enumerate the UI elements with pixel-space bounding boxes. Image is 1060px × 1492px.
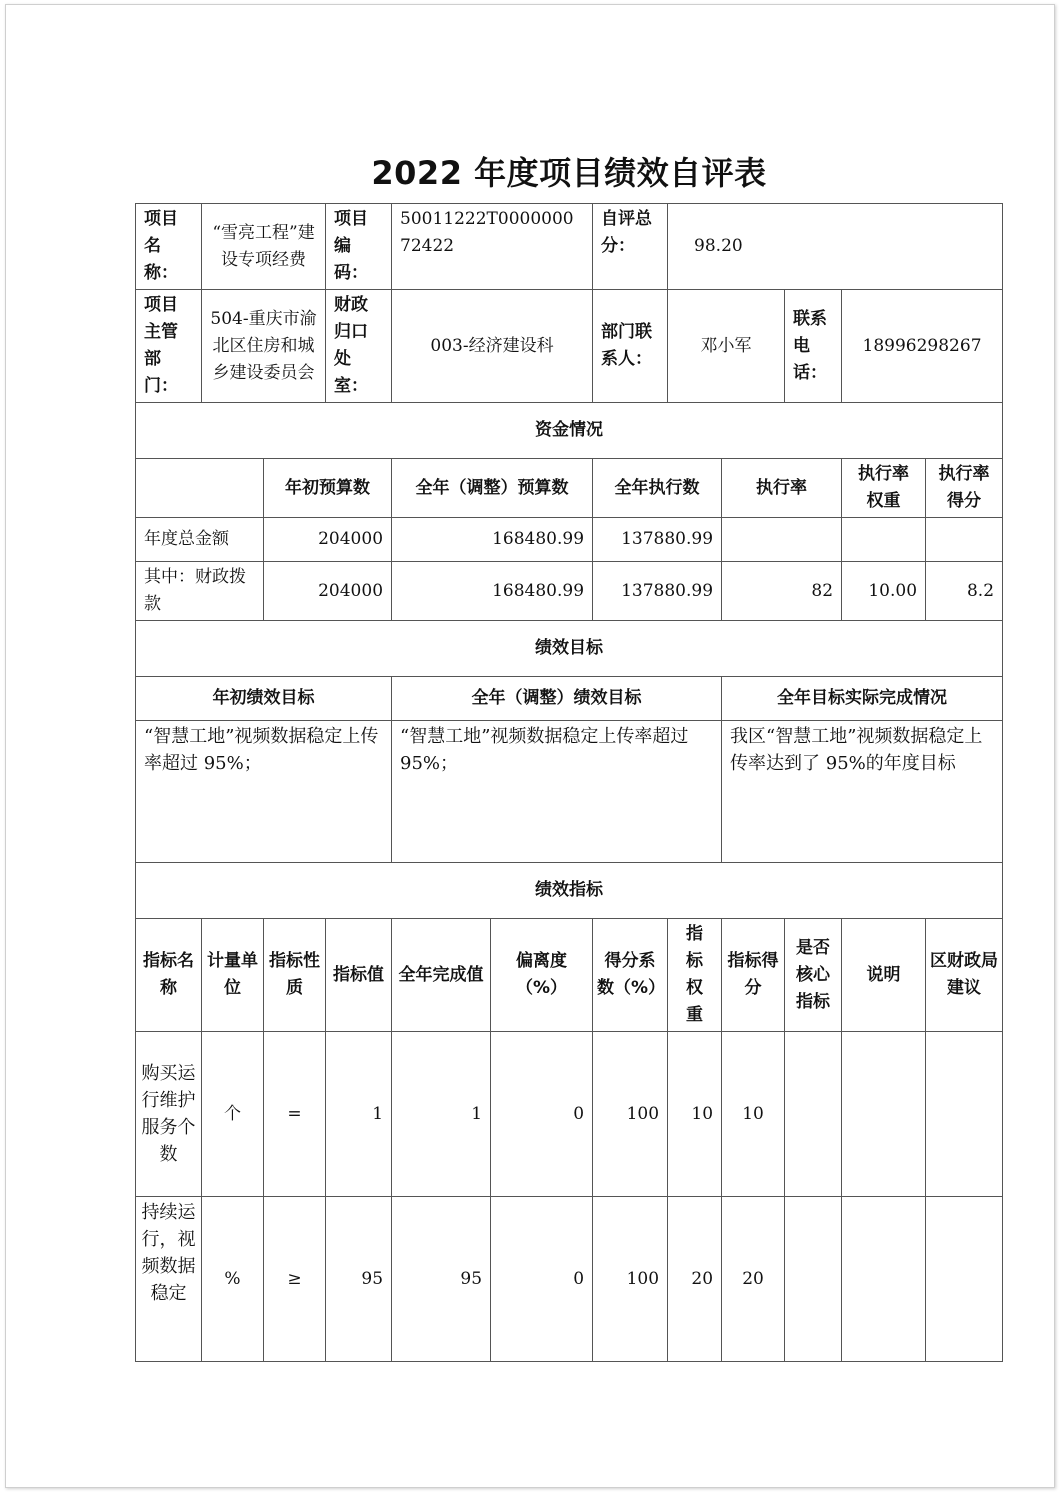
ind-cell-completed: 1 bbox=[392, 1032, 491, 1197]
contact-label: 部门联系人： bbox=[593, 290, 668, 403]
funding-cell-rate-weight bbox=[842, 518, 926, 562]
ind-cell-coefficient: 100 bbox=[593, 1032, 668, 1197]
evaluation-form-table bbox=[135, 203, 1003, 1362]
ind-cell-suggestion bbox=[926, 1032, 1003, 1197]
ind-col-score: 指标得分 bbox=[722, 919, 785, 1032]
ind-cell-weight: 10 bbox=[668, 1032, 722, 1197]
ind-col-weight: 指标权重 bbox=[668, 919, 722, 1032]
funding-cell-rate-score bbox=[926, 518, 1003, 562]
project-name-value: “雪亮工程”建设专项经费 bbox=[202, 204, 326, 290]
indicator-row bbox=[136, 1197, 1003, 1362]
funding-row bbox=[136, 562, 1003, 621]
goals-col-adjusted: 全年（调整）绩效目标 bbox=[392, 677, 722, 721]
ind-cell-value: 95 bbox=[326, 1197, 392, 1362]
ind-col-suggestion: 区财政局建议 bbox=[926, 919, 1003, 1032]
contact-value: 邓小军 bbox=[668, 290, 785, 403]
finance-office-value: 003-经济建设科 bbox=[392, 290, 593, 403]
ind-cell-coefficient: 100 bbox=[593, 1197, 668, 1362]
project-name-label: 项目名称： bbox=[136, 204, 202, 290]
indicators-header-row bbox=[136, 919, 1003, 1032]
self-score-label: 自评总分： bbox=[593, 204, 668, 290]
ind-cell-nature: = bbox=[264, 1032, 326, 1197]
goals-col-initial: 年初绩效目标 bbox=[136, 677, 392, 721]
ind-cell-core bbox=[785, 1197, 842, 1362]
header-row-2 bbox=[136, 290, 1003, 403]
funding-cell-rate: 82 bbox=[722, 562, 842, 621]
ind-col-nature: 指标性质 bbox=[264, 919, 326, 1032]
header-row-1 bbox=[136, 204, 1003, 290]
goals-section-row bbox=[136, 621, 1003, 677]
ind-cell-completed: 95 bbox=[392, 1197, 491, 1362]
funding-col-rate-score: 执行率得分 bbox=[926, 459, 1003, 518]
indicator-row bbox=[136, 1032, 1003, 1197]
ind-cell-score: 10 bbox=[722, 1032, 785, 1197]
funding-cell-rate-score: 8.2 bbox=[926, 562, 1003, 621]
goals-section-title: 绩效目标 bbox=[136, 621, 1003, 677]
ind-cell-deviation: 0 bbox=[491, 1032, 593, 1197]
ind-cell-name: 购买运行维护服务个数 bbox=[136, 1032, 202, 1197]
ind-cell-core bbox=[785, 1032, 842, 1197]
funding-cell-label: 其中：财政拨款 bbox=[136, 562, 264, 621]
goals-col-actual: 全年目标实际完成情况 bbox=[722, 677, 1003, 721]
page-title: 2022 年度项目绩效自评表 bbox=[371, 154, 767, 192]
ind-cell-unit: % bbox=[202, 1197, 264, 1362]
goals-initial-text: “智慧工地”视频数据稳定上传率超过 95%； bbox=[136, 721, 392, 863]
ind-col-name: 指标名称 bbox=[136, 919, 202, 1032]
ind-col-deviation: 偏离度（%） bbox=[491, 919, 593, 1032]
funding-cell-rate-weight: 10.00 bbox=[842, 562, 926, 621]
ind-cell-deviation: 0 bbox=[491, 1197, 593, 1362]
funding-row bbox=[136, 518, 1003, 562]
ind-col-note: 说明 bbox=[842, 919, 926, 1032]
ind-cell-value: 1 bbox=[326, 1032, 392, 1197]
finance-office-label: 财政归口处室： bbox=[326, 290, 392, 403]
funding-cell-label: 年度总金额 bbox=[136, 518, 264, 562]
funding-cell-executed: 137880.99 bbox=[593, 562, 722, 621]
ind-cell-score: 20 bbox=[722, 1197, 785, 1362]
self-score-value: 98.20 bbox=[668, 204, 1003, 290]
ind-col-value: 指标值 bbox=[326, 919, 392, 1032]
funding-col-rate-weight: 执行率权重 bbox=[842, 459, 926, 518]
ind-cell-name: 持续运行，视频数据稳定 bbox=[136, 1197, 202, 1362]
funding-cell-initial: 204000 bbox=[264, 562, 392, 621]
ind-cell-suggestion bbox=[926, 1197, 1003, 1362]
project-code-value: 50011222T000000072422 bbox=[392, 204, 593, 290]
funding-cell-executed: 137880.99 bbox=[593, 518, 722, 562]
goals-adjusted-text: “智慧工地”视频数据稳定上传率超过 95%； bbox=[392, 721, 722, 863]
indicators-section-row bbox=[136, 863, 1003, 919]
ind-cell-nature: ≥ bbox=[264, 1197, 326, 1362]
indicators-section-title: 绩效指标 bbox=[136, 863, 1003, 919]
goals-header-row bbox=[136, 677, 1003, 721]
funding-col-blank bbox=[136, 459, 264, 518]
ind-cell-unit: 个 bbox=[202, 1032, 264, 1197]
funding-section-title: 资金情况 bbox=[136, 403, 1003, 459]
goals-actual-text: 我区“智慧工地”视频数据稳定上传率达到了 95%的年度目标 bbox=[722, 721, 1003, 863]
phone-label: 联系电话： bbox=[785, 290, 842, 403]
ind-col-coefficient: 得分系数（%） bbox=[593, 919, 668, 1032]
funding-cell-rate bbox=[722, 518, 842, 562]
goals-content-row bbox=[136, 721, 1003, 863]
ind-col-completed: 全年完成值 bbox=[392, 919, 491, 1032]
funding-col-executed: 全年执行数 bbox=[593, 459, 722, 518]
funding-cell-initial: 204000 bbox=[264, 518, 392, 562]
funding-cell-adjusted: 168480.99 bbox=[392, 562, 593, 621]
funding-section-row bbox=[136, 403, 1003, 459]
project-code-label: 项目编码： bbox=[326, 204, 392, 290]
phone-value: 18996298267 bbox=[842, 290, 1003, 403]
funding-header-row bbox=[136, 459, 1003, 518]
funding-cell-adjusted: 168480.99 bbox=[392, 518, 593, 562]
ind-cell-note bbox=[842, 1197, 926, 1362]
dept-label: 项目主管部门： bbox=[136, 290, 202, 403]
funding-col-rate: 执行率 bbox=[722, 459, 842, 518]
ind-cell-note bbox=[842, 1032, 926, 1197]
ind-col-unit: 计量单位 bbox=[202, 919, 264, 1032]
ind-col-core: 是否核心指标 bbox=[785, 919, 842, 1032]
ind-cell-weight: 20 bbox=[668, 1197, 722, 1362]
dept-value: 504-重庆市渝北区住房和城乡建设委员会 bbox=[202, 290, 326, 403]
funding-col-initial: 年初预算数 bbox=[264, 459, 392, 518]
funding-col-adjusted: 全年（调整）预算数 bbox=[392, 459, 593, 518]
